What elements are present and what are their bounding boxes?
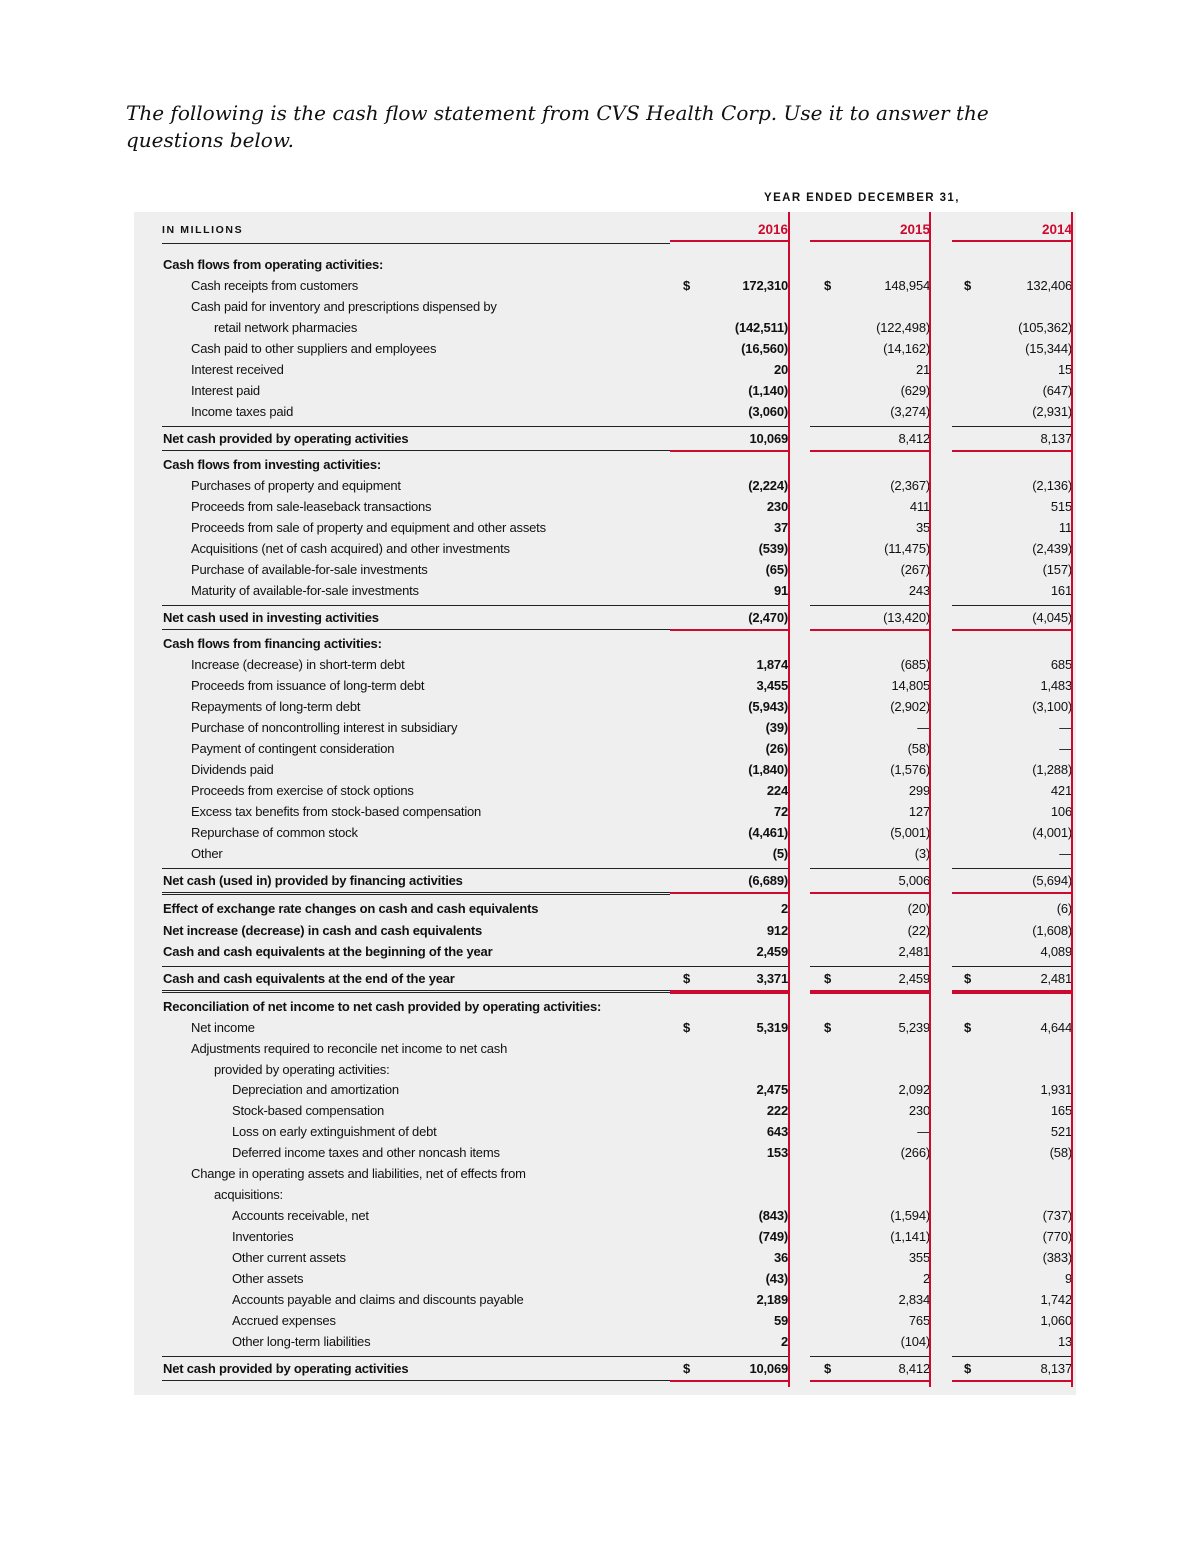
dollar-sign: $ [683, 1361, 691, 1376]
row-value-2015: 355 [908, 1250, 930, 1265]
row-value-2014: (2,931) [1032, 404, 1072, 419]
row-value-2015: (20) [907, 901, 930, 916]
row-value-2014: (15,344) [1025, 341, 1072, 356]
row-label: Reconciliation of net income to net cash provided by operating activities: [163, 999, 602, 1014]
row-value-2016: (1,140) [748, 383, 788, 398]
table-row [134, 475, 1076, 496]
row-value-2014: 521 [1050, 1124, 1072, 1139]
rule-line [162, 894, 670, 895]
row-value-2016: 3,371 [756, 971, 788, 986]
row-value-2016: (1,840) [748, 762, 788, 777]
row-value-2014: (2,136) [1032, 478, 1072, 493]
row-value-2014: (1,288) [1032, 762, 1072, 777]
row-value-2015: 2 [922, 1271, 930, 1286]
row-label: Cash paid for inventory and prescriptions dispensed by [191, 299, 497, 314]
rule-line [952, 450, 1072, 452]
year-2016-header: 2016 [757, 222, 788, 237]
row-value-2014: 1,742 [1040, 1292, 1072, 1307]
table-row [134, 1205, 1076, 1226]
row-value-2015: 299 [908, 783, 930, 798]
year-2014-header: 2014 [1041, 222, 1072, 237]
row-value-2016: 72 [773, 804, 788, 819]
rule-line [670, 892, 788, 894]
row-value-2015: (685) [900, 657, 930, 672]
row-label: Accrued expenses [232, 1313, 336, 1328]
table-row [134, 454, 1076, 475]
table-row [134, 607, 1076, 628]
table-row [134, 968, 1076, 989]
row-value-2016: (3,060) [748, 404, 788, 419]
row-value-2015: (58) [907, 741, 930, 756]
dollar-sign: $ [964, 971, 972, 986]
row-value-2016: 643 [766, 1124, 788, 1139]
dollar-sign: $ [824, 971, 832, 986]
rule-line [670, 992, 788, 994]
row-value-2015: (11,475) [884, 541, 930, 556]
rule-line [670, 605, 788, 606]
dollar-sign: $ [683, 971, 691, 986]
rule-line [810, 426, 930, 427]
units-label: IN MILLIONS [162, 224, 244, 236]
rule-line [162, 629, 670, 630]
table-row [134, 1017, 1076, 1038]
table-row [134, 1038, 1076, 1059]
row-value-2015: (266) [900, 1145, 930, 1160]
table-row [134, 675, 1076, 696]
row-label: Dividends paid [191, 762, 274, 777]
row-label: Accounts payable and claims and discounts payable [232, 1292, 524, 1307]
row-value-2016: (26) [765, 741, 788, 756]
row-value-2015: 8,412 [898, 431, 930, 446]
row-label: Income taxes paid [191, 404, 294, 419]
table-row [134, 538, 1076, 559]
row-value-2015: (122,498) [876, 320, 930, 335]
row-value-2014: (737) [1042, 1208, 1072, 1223]
row-value-2016: 5,319 [756, 1020, 788, 1035]
row-value-2015: 5,006 [898, 873, 930, 888]
row-label: Other long-term liabilities [232, 1334, 371, 1349]
dollar-sign: $ [964, 1361, 972, 1376]
row-label: Depreciation and amortization [232, 1082, 399, 1097]
row-label: Other [191, 846, 223, 861]
row-value-2016: 36 [773, 1250, 788, 1265]
rule-line [810, 1356, 930, 1357]
row-value-2014: 1,060 [1040, 1313, 1072, 1328]
table-row [134, 654, 1076, 675]
row-value-2014: (4,045) [1032, 610, 1072, 625]
table-row [134, 801, 1076, 822]
row-value-2014: (5,694) [1032, 873, 1072, 888]
row-label: Proceeds from sale of property and equipment and other assets [191, 520, 546, 535]
row-label: Increase (decrease) in short-term debt [191, 657, 405, 672]
row-value-2016: 2,459 [756, 944, 788, 959]
rule-line [810, 1380, 930, 1382]
row-value-2014: 515 [1050, 499, 1072, 514]
row-label: Net income [191, 1020, 255, 1035]
row-label: Effect of exchange rate changes on cash and cash equivalents [163, 901, 539, 916]
row-value-2015: (1,141) [890, 1229, 930, 1244]
rule-line [952, 892, 1072, 894]
column-divider [929, 212, 931, 1387]
rule-line [952, 966, 1072, 967]
dollar-sign: $ [824, 1361, 832, 1376]
dollar-sign: $ [824, 1020, 832, 1035]
row-label: provided by operating activities: [214, 1062, 390, 1077]
row-value-2015: (13,420) [883, 610, 930, 625]
row-label: Purchase of noncontrolling interest in subsidiary [191, 720, 458, 735]
table-row [134, 1142, 1076, 1163]
row-label: Stock-based compensation [232, 1103, 385, 1118]
rule-line [670, 426, 788, 427]
rule-line [810, 966, 930, 967]
row-label: Cash paid to other suppliers and employees [191, 341, 437, 356]
row-label: Maturity of available-for-sale investments [191, 583, 419, 598]
row-value-2016: 3,455 [756, 678, 788, 693]
rule-line [162, 426, 670, 427]
row-value-2015: (1,594) [890, 1208, 930, 1223]
table-row [134, 996, 1076, 1017]
rule-line [670, 240, 788, 242]
row-value-2014: (647) [1042, 383, 1072, 398]
row-label: acquisitions: [214, 1187, 283, 1202]
row-value-2014: 8,137 [1040, 431, 1072, 446]
row-label: Interest paid [191, 383, 260, 398]
table-row [134, 275, 1076, 296]
row-value-2015: 14,805 [891, 678, 930, 693]
row-value-2015: 765 [908, 1313, 930, 1328]
column-divider [1071, 212, 1073, 1387]
table-row [134, 1226, 1076, 1247]
table-row [134, 559, 1076, 580]
dollar-sign: $ [824, 278, 832, 293]
table-row [134, 1268, 1076, 1289]
row-value-2015: 21 [915, 362, 930, 377]
row-label: Other current assets [232, 1250, 346, 1265]
table-row [134, 517, 1076, 538]
row-label: Cash flows from financing activities: [163, 636, 382, 651]
row-label: Net cash provided by operating activities [163, 1361, 409, 1376]
row-label: Net increase (decrease) in cash and cash equivalents [163, 923, 483, 938]
row-value-2016: (43) [765, 1271, 788, 1286]
row-value-2015: 8,412 [898, 1361, 930, 1376]
table-row [134, 254, 1076, 275]
row-value-2015: (267) [900, 562, 930, 577]
row-value-2014: 4,089 [1040, 944, 1072, 959]
table-row [134, 380, 1076, 401]
row-value-2015: 148,954 [884, 278, 930, 293]
row-value-2014: 132,406 [1026, 278, 1072, 293]
dollar-sign: $ [964, 278, 972, 293]
row-value-2015: 35 [915, 520, 930, 535]
row-value-2014: 161 [1050, 583, 1072, 598]
rule-line [162, 605, 670, 606]
table-row [134, 1289, 1076, 1310]
row-value-2014: (58) [1049, 1145, 1072, 1160]
rule-line [810, 450, 930, 452]
table-row [134, 1059, 1076, 1080]
row-value-2015: 2,459 [898, 971, 930, 986]
cash-flow-statement [134, 212, 1076, 1395]
table-row [134, 1100, 1076, 1121]
row-value-2016: (2,224) [748, 478, 788, 493]
row-label: Interest received [191, 362, 284, 377]
table-row [134, 870, 1076, 891]
rule-line [952, 605, 1072, 606]
rule-line [952, 426, 1072, 427]
row-value-2014: 11 [1058, 520, 1072, 535]
row-label: Proceeds from exercise of stock options [191, 783, 414, 798]
rule-line [810, 240, 930, 242]
row-value-2016: 37 [773, 520, 788, 535]
row-value-2014: (2,439) [1032, 541, 1072, 556]
table-row [134, 696, 1076, 717]
row-value-2014: (6) [1056, 901, 1072, 916]
row-value-2015: (22) [907, 923, 930, 938]
table-row [134, 759, 1076, 780]
table-row [134, 738, 1076, 759]
row-label: Loss on early extinguishment of debt [232, 1124, 437, 1139]
row-label: Cash flows from investing activities: [163, 457, 381, 472]
row-label: Payment of contingent consideration [191, 741, 395, 756]
row-value-2016: (539) [758, 541, 788, 556]
row-value-2014: 2,481 [1040, 971, 1072, 986]
row-label: Purchase of available-for-sale investments [191, 562, 428, 577]
row-value-2016: 10,069 [749, 431, 788, 446]
row-label: Adjustments required to reconcile net income to net cash [191, 1041, 508, 1056]
row-value-2014: 13 [1057, 1334, 1072, 1349]
row-label: Proceeds from sale-leaseback transactions [191, 499, 432, 514]
table-row [134, 496, 1076, 517]
table-row [134, 317, 1076, 338]
rule-line [952, 868, 1072, 869]
row-value-2015: (14,162) [883, 341, 930, 356]
row-value-2016: (4,461) [748, 825, 788, 840]
table-row [134, 338, 1076, 359]
row-value-2015: (3,274) [890, 404, 930, 419]
row-value-2016: 20 [773, 362, 788, 377]
row-value-2014: (105,362) [1018, 320, 1072, 335]
row-value-2014: 1,483 [1040, 678, 1072, 693]
row-value-2016: (749) [758, 1229, 788, 1244]
row-value-2015: 2,834 [898, 1292, 930, 1307]
row-value-2016: (5,943) [748, 699, 788, 714]
row-value-2014: (157) [1042, 562, 1072, 577]
row-value-2016: 59 [773, 1313, 788, 1328]
table-row [134, 1331, 1076, 1352]
row-value-2014: — [1059, 846, 1072, 861]
row-value-2016: 2 [780, 901, 788, 916]
rule-line [162, 1380, 670, 1381]
dollar-sign: $ [683, 278, 691, 293]
row-value-2016: 153 [766, 1145, 788, 1160]
row-value-2015: 230 [908, 1103, 930, 1118]
row-value-2016: 222 [766, 1103, 788, 1118]
table-row [134, 1310, 1076, 1331]
table-row [134, 580, 1076, 601]
row-label: Cash and cash equivalents at the end of the year [163, 971, 455, 986]
row-label: Inventories [232, 1229, 294, 1244]
row-label: Other assets [232, 1271, 304, 1286]
period-heading: YEAR ENDED DECEMBER 31, [764, 192, 960, 204]
table-row [134, 843, 1076, 864]
column-divider [788, 212, 790, 1387]
rule-line [952, 240, 1072, 242]
row-label: Accounts receivable, net [232, 1208, 369, 1223]
rule-line [952, 1380, 1072, 1382]
intro-text: The following is the cash flow statement from CVS Health Corp. Use it to answer the questions below. [126, 101, 989, 152]
row-value-2014: (770) [1042, 1229, 1072, 1244]
table-row [134, 717, 1076, 738]
table-row [134, 401, 1076, 422]
row-label: Repurchase of common stock [191, 825, 358, 840]
rule-line [670, 450, 788, 452]
row-value-2015: 411 [909, 499, 930, 514]
rule-line [810, 992, 930, 994]
row-value-2016: (2,470) [748, 610, 788, 625]
row-value-2015: 127 [908, 804, 930, 819]
dollar-sign: $ [683, 1020, 691, 1035]
table-row [134, 898, 1076, 919]
row-value-2015: — [917, 720, 930, 735]
row-value-2015: (2,367) [890, 478, 930, 493]
row-value-2016: 224 [766, 783, 788, 798]
row-value-2014: 165 [1050, 1103, 1072, 1118]
rule-line [670, 1356, 788, 1357]
row-label: Net cash (used in) provided by financing activities [163, 873, 463, 888]
rule-line [670, 966, 788, 967]
rule-line [810, 868, 930, 869]
row-value-2014: 685 [1050, 657, 1072, 672]
rule-line [952, 1356, 1072, 1357]
row-value-2014: — [1059, 741, 1072, 756]
row-value-2016: (843) [758, 1208, 788, 1223]
table-row [134, 1184, 1076, 1205]
row-value-2016: 10,069 [749, 1361, 788, 1376]
row-value-2014: 106 [1050, 804, 1072, 819]
row-label: Repayments of long-term debt [191, 699, 361, 714]
row-value-2014: 1,931 [1040, 1082, 1072, 1097]
table-row [134, 1079, 1076, 1100]
table-row [134, 428, 1076, 449]
row-value-2016: (6,689) [748, 873, 788, 888]
row-value-2014: (1,608) [1032, 923, 1072, 938]
row-value-2016: 230 [766, 499, 788, 514]
rule-line [810, 605, 930, 606]
rule-line [162, 966, 670, 967]
row-value-2015: — [917, 1124, 930, 1139]
rule-line [670, 629, 788, 631]
row-value-2016: 912 [766, 923, 788, 938]
table-row [134, 920, 1076, 941]
row-label: Proceeds from issuance of long-term debt [191, 678, 425, 693]
row-label: Cash and cash equivalents at the beginning of the year [163, 944, 493, 959]
row-value-2016: 2 [780, 1334, 788, 1349]
row-value-2014: 9 [1064, 1271, 1072, 1286]
row-value-2016: (16,560) [741, 341, 788, 356]
row-value-2014: 8,137 [1040, 1361, 1072, 1376]
row-value-2015: 2,481 [898, 944, 930, 959]
row-value-2016: (65) [765, 562, 788, 577]
table-row [134, 1121, 1076, 1142]
table-row [134, 1358, 1076, 1379]
row-value-2016: (5) [772, 846, 788, 861]
row-label: Net cash used in investing activities [163, 610, 379, 625]
row-label: Net cash provided by operating activities [163, 431, 409, 446]
row-value-2016: 2,189 [756, 1292, 788, 1307]
row-value-2014: (4,001) [1032, 825, 1072, 840]
rule-line [162, 868, 670, 869]
row-value-2015: (3) [914, 846, 930, 861]
row-label: Cash receipts from customers [191, 278, 359, 293]
row-value-2015: (1,576) [890, 762, 930, 777]
row-value-2016: 172,310 [742, 278, 788, 293]
row-label: Acquisitions (net of cash acquired) and other investments [191, 541, 510, 556]
rule-line [952, 629, 1072, 631]
rule-line [162, 990, 670, 991]
row-value-2016: 2,475 [756, 1082, 788, 1097]
row-value-2015: (5,001) [890, 825, 930, 840]
dollar-sign: $ [964, 1020, 972, 1035]
year-2015-header: 2015 [899, 222, 930, 237]
row-label: retail network pharmacies [214, 320, 358, 335]
row-value-2016: 1,874 [756, 657, 788, 672]
rule-line [162, 992, 670, 993]
row-value-2015: (2,902) [890, 699, 930, 714]
table-row [134, 296, 1076, 317]
row-label: Excess tax benefits from stock-based compensation [191, 804, 482, 819]
row-label: Deferred income taxes and other noncash items [232, 1145, 500, 1160]
row-value-2014: (3,100) [1032, 699, 1072, 714]
table-row [134, 633, 1076, 654]
rule-line [670, 1380, 788, 1382]
rule-line [810, 892, 930, 894]
row-value-2015: 2,092 [898, 1082, 930, 1097]
row-value-2014: 421 [1050, 783, 1072, 798]
row-value-2015: (104) [900, 1334, 930, 1349]
row-value-2014: (383) [1042, 1250, 1072, 1265]
rule-line [162, 450, 670, 451]
row-value-2015: (629) [900, 383, 930, 398]
rule-line [952, 992, 1072, 994]
table-row [134, 1163, 1076, 1184]
row-value-2015: 243 [908, 583, 930, 598]
row-value-2015: 5,239 [898, 1020, 930, 1035]
row-value-2016: (142,511) [734, 320, 788, 335]
row-label: Cash flows from operating activities: [163, 257, 384, 272]
row-value-2014: 4,644 [1040, 1020, 1072, 1035]
rule-line [162, 243, 670, 244]
table-row [134, 359, 1076, 380]
table-row [134, 822, 1076, 843]
row-label: Purchases of property and equipment [191, 478, 401, 493]
rule-line [162, 1356, 670, 1357]
row-value-2016: (39) [765, 720, 788, 735]
table-row [134, 780, 1076, 801]
row-label: Change in operating assets and liabilities, net of effects from [191, 1166, 526, 1181]
rule-line [162, 892, 670, 893]
row-value-2014: — [1059, 720, 1072, 735]
table-row [134, 941, 1076, 962]
rule-line [670, 868, 788, 869]
rule-line [810, 629, 930, 631]
row-value-2016: 91 [773, 583, 788, 598]
row-value-2014: 15 [1057, 362, 1072, 377]
table-header [134, 212, 1076, 242]
table-row [134, 1247, 1076, 1268]
